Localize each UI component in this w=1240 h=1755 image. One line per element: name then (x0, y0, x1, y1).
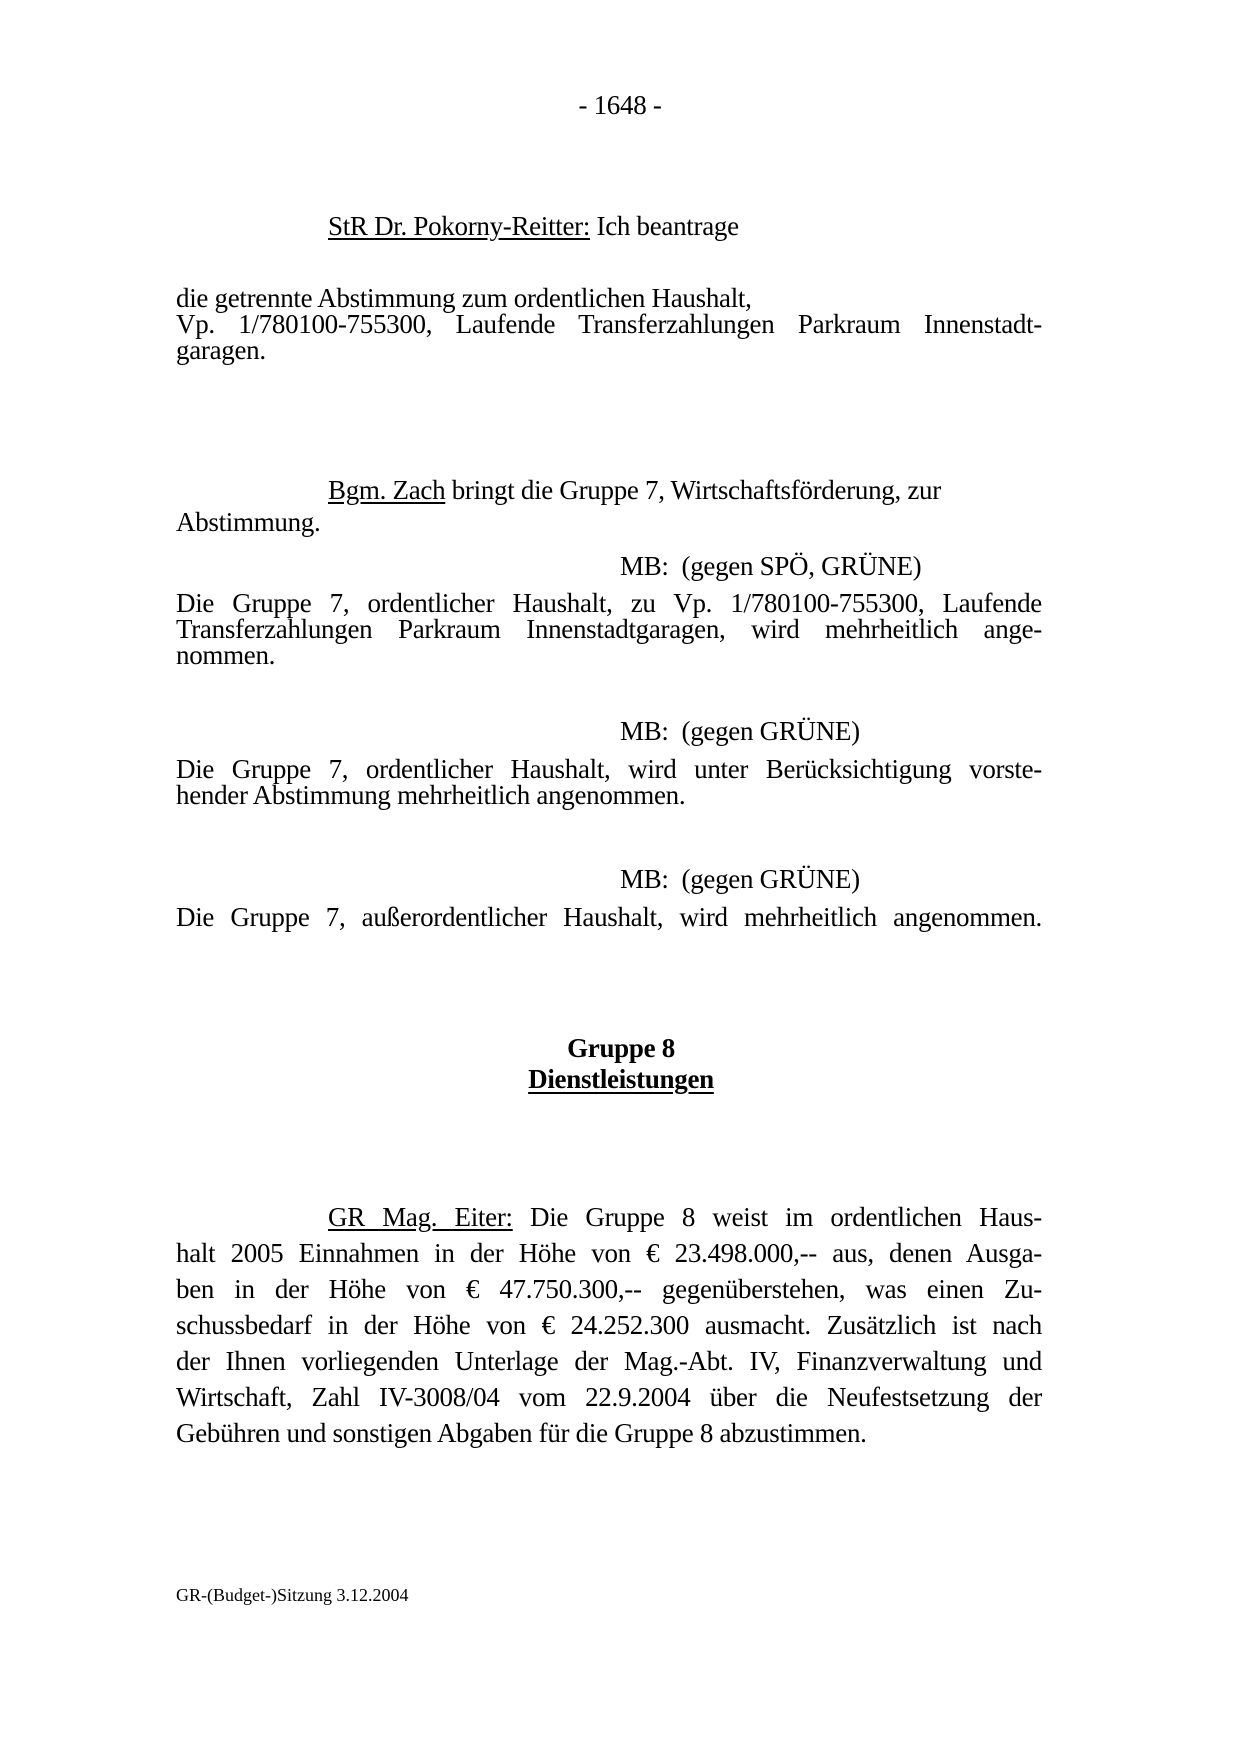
vote-result-2: MB: (gegen GRÜNE) (620, 716, 860, 746)
section-heading (176, 1033, 1066, 1095)
speaker-text: Die Gruppe 8 weist im ordentlichen Haus- (512, 1202, 1042, 1232)
speaker-name-pokorny-reitter: StR Dr. Pokorny-Reitter: (328, 211, 591, 241)
text-line: nommen. (176, 640, 276, 670)
speaker-name-eiter: GR Mag. Eiter: (328, 1202, 513, 1232)
vote2-resolution-paragraph (176, 756, 1042, 808)
text-line: schussbedarf in der Höhe von € 24.252.300 ausmacht. Zusätzlich ist nach (176, 1310, 1042, 1340)
speaker-line-pokorny-reitter (176, 213, 1194, 239)
speaker-block-zach (176, 474, 1042, 538)
speaker-line-zach-continued: Abstimmung. (176, 507, 321, 537)
text-line: Gebühren und sonstigen Abgaben für die Gruppe 8 abzustimmen. (176, 1418, 867, 1448)
text-line: der Ihnen vorliegenden Unterlage der Mag.-Abt. IV, Finanzverwaltung und (176, 1346, 1042, 1376)
text-line: Die Gruppe 7, ordentlicher Haushalt, wird unter Berücksichtigung vorste- (176, 754, 1042, 784)
text-line: halt 2005 Einnahmen in der Höhe von € 23.498.000,-- aus, denen Ausga- (176, 1238, 1042, 1268)
speaker-line-zach (176, 474, 1042, 506)
vote3-resolution-paragraph (176, 904, 1042, 930)
speaker-line-eiter (176, 1199, 1042, 1235)
eiter-paragraph (176, 1235, 1042, 1451)
vote1-resolution-paragraph (176, 590, 1042, 668)
speaker-name-zach: Bgm. Zach (328, 475, 446, 505)
footer-session-label: GR-(Budget-)Sitzung 3.12.2004 (176, 1585, 409, 1605)
vote-result-3: MB: (gegen GRÜNE) (620, 864, 860, 894)
text-line: Transferzahlungen Parkraum Innenstadtgaragen, wird mehrheitlich ange- (176, 614, 1042, 644)
section-subtitle: Dienstleistungen (528, 1064, 714, 1094)
speaker-text: bringt die Gruppe 7, Wirtschaftsförderung, zur (445, 475, 941, 505)
text-line: garagen. (176, 335, 266, 365)
text-line: hender Abstimmung mehrheitlich angenommen. (176, 780, 686, 810)
vote-result-1: MB: (gegen SPÖ, GRÜNE) (620, 551, 922, 581)
motion-paragraph (176, 285, 1042, 363)
text-line: Vp. 1/780100-755300, Laufende Transferzahlungen Parkraum Innenstadt- (176, 309, 1042, 339)
text-line: Wirtschaft, Zahl IV-3008/04 vom 22.9.2004 über die Neufestsetzung der (176, 1382, 1042, 1412)
text-line: Die Gruppe 7, ordentlicher Haushalt, zu Vp. 1/780100-755300, Laufende (176, 588, 1042, 618)
page-number: - 1648 - (578, 90, 662, 120)
text-line: die getrennte Abstimmung zum ordentlichen Haushalt, (176, 283, 752, 313)
text-line: Die Gruppe 7, außerordentlicher Haushalt, wird mehrheitlich angenommen. (176, 902, 1042, 932)
speaker-text: Ich beantrage (590, 211, 739, 241)
section-title: Gruppe 8 (567, 1033, 675, 1063)
text-line: ben in der Höhe von € 47.750.300,-- gegenüberstehen, was einen Zu- (176, 1274, 1042, 1304)
speaker-block-eiter (176, 1199, 1042, 1451)
